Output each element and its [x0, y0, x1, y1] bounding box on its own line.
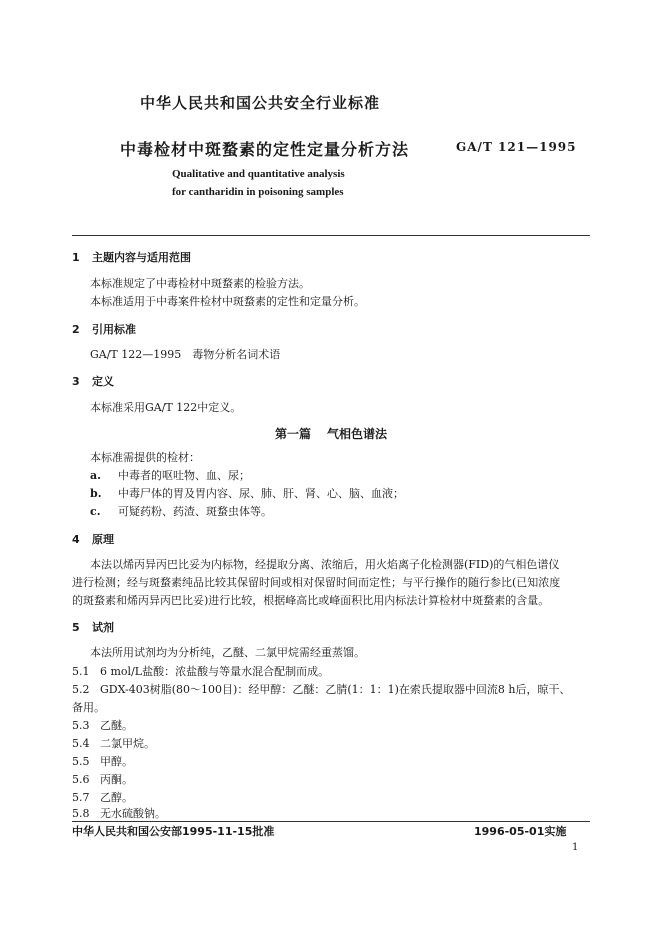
standard-code: GA/T 121—1995 [456, 140, 577, 154]
reagent-5-3: 5.3 乙醚。 [72, 719, 133, 732]
section-2-heading: 2 引用标准 [72, 323, 136, 336]
reagent-5-6: 5.6 丙酮。 [72, 773, 133, 786]
english-title-line2: for cantharidin in poisoning samples [172, 186, 344, 198]
principle-line-2: 进行检测；经与斑蝥素纯品比较其保留时间或相对保留时间而定性；与平行操作的随行参比(已知浓度 [72, 576, 561, 589]
part-1-heading: 第一篇 气相色谱法 [274, 427, 388, 441]
reagent-5-5: 5.5 甲醇。 [72, 755, 133, 768]
implementation-date: 1996-05-01实施 [474, 825, 567, 838]
reagent-5-4: 5.4 二氯甲烷。 [72, 737, 155, 750]
section-1-para-2: 本标准适用于中毒案件检材中斑蝥素的定性和定量分析。 [90, 295, 365, 308]
sample-item-a: a. 中毒者的呕吐物、血、尿； [90, 469, 250, 482]
reagents-intro: 本法所用试剂均为分析纯，乙醚、二氯甲烷需经重蒸馏。 [90, 646, 365, 659]
section-3-heading: 3 定义 [72, 375, 114, 388]
approval-date: 中华人民共和国公安部1995-11-15批准 [72, 825, 275, 838]
section-1-heading: 1 主题内容与适用范围 [72, 251, 191, 264]
reference-standard: GA/T 122—1995 毒物分析名词术语 [90, 348, 281, 361]
principle-line-1: 本法以烯丙异丙巴比妥为内标物，经提取分离、浓缩后，用火焰离子化检测器(FID)的气相色谱仪 [90, 558, 560, 571]
header-divider [72, 235, 590, 236]
sample-item-b: b. 中毒尸体的胃及胃内容、尿、肺、肝、肾、心、脑、血液； [90, 487, 404, 500]
issuing-organization: 中华人民共和国公共安全行业标准 [139, 94, 380, 112]
reagent-5-7: 5.7 乙醇。 [72, 791, 133, 804]
principle-line-3: 的斑蝥素和烯丙异丙巴比妥)进行比较，根据峰高比或峰面积比用内标法计算检材中斑蝥素的含量。 [72, 594, 550, 607]
reagent-5-1: 5.1 6 mol/L盐酸：浓盐酸与等量水混合配制而成。 [72, 665, 330, 678]
english-title-line1: Qualitative and quantitative analysis [172, 168, 345, 180]
footer-divider [72, 821, 590, 822]
page-number: 1 [572, 842, 579, 853]
section-1-para-1: 本标准规定了中毒检材中斑蝥素的检验方法。 [90, 277, 310, 290]
section-5-heading: 5 试剂 [72, 621, 114, 634]
section-3-para: 本标准采用GA/T 122中定义。 [90, 401, 242, 414]
samples-intro: 本标准需提供的检材： [90, 451, 200, 464]
reagent-5-8: 5.8 无水硫酸钠。 [72, 807, 166, 820]
sample-item-c: c. 可疑药粉、药渣、斑蝥虫体等。 [90, 505, 272, 518]
reagent-5-2-cont: 备用。 [72, 701, 105, 714]
section-4-heading: 4 原理 [72, 533, 114, 546]
document-title: 中毒检材中斑蝥素的定性定量分析方法 [120, 140, 410, 159]
reagent-5-2: 5.2 GDX-403树脂(80～100目)：经甲醇：乙醚：乙腈(1：1：1)在索氏提取器中回流8 h后，晾干、 [72, 683, 571, 696]
